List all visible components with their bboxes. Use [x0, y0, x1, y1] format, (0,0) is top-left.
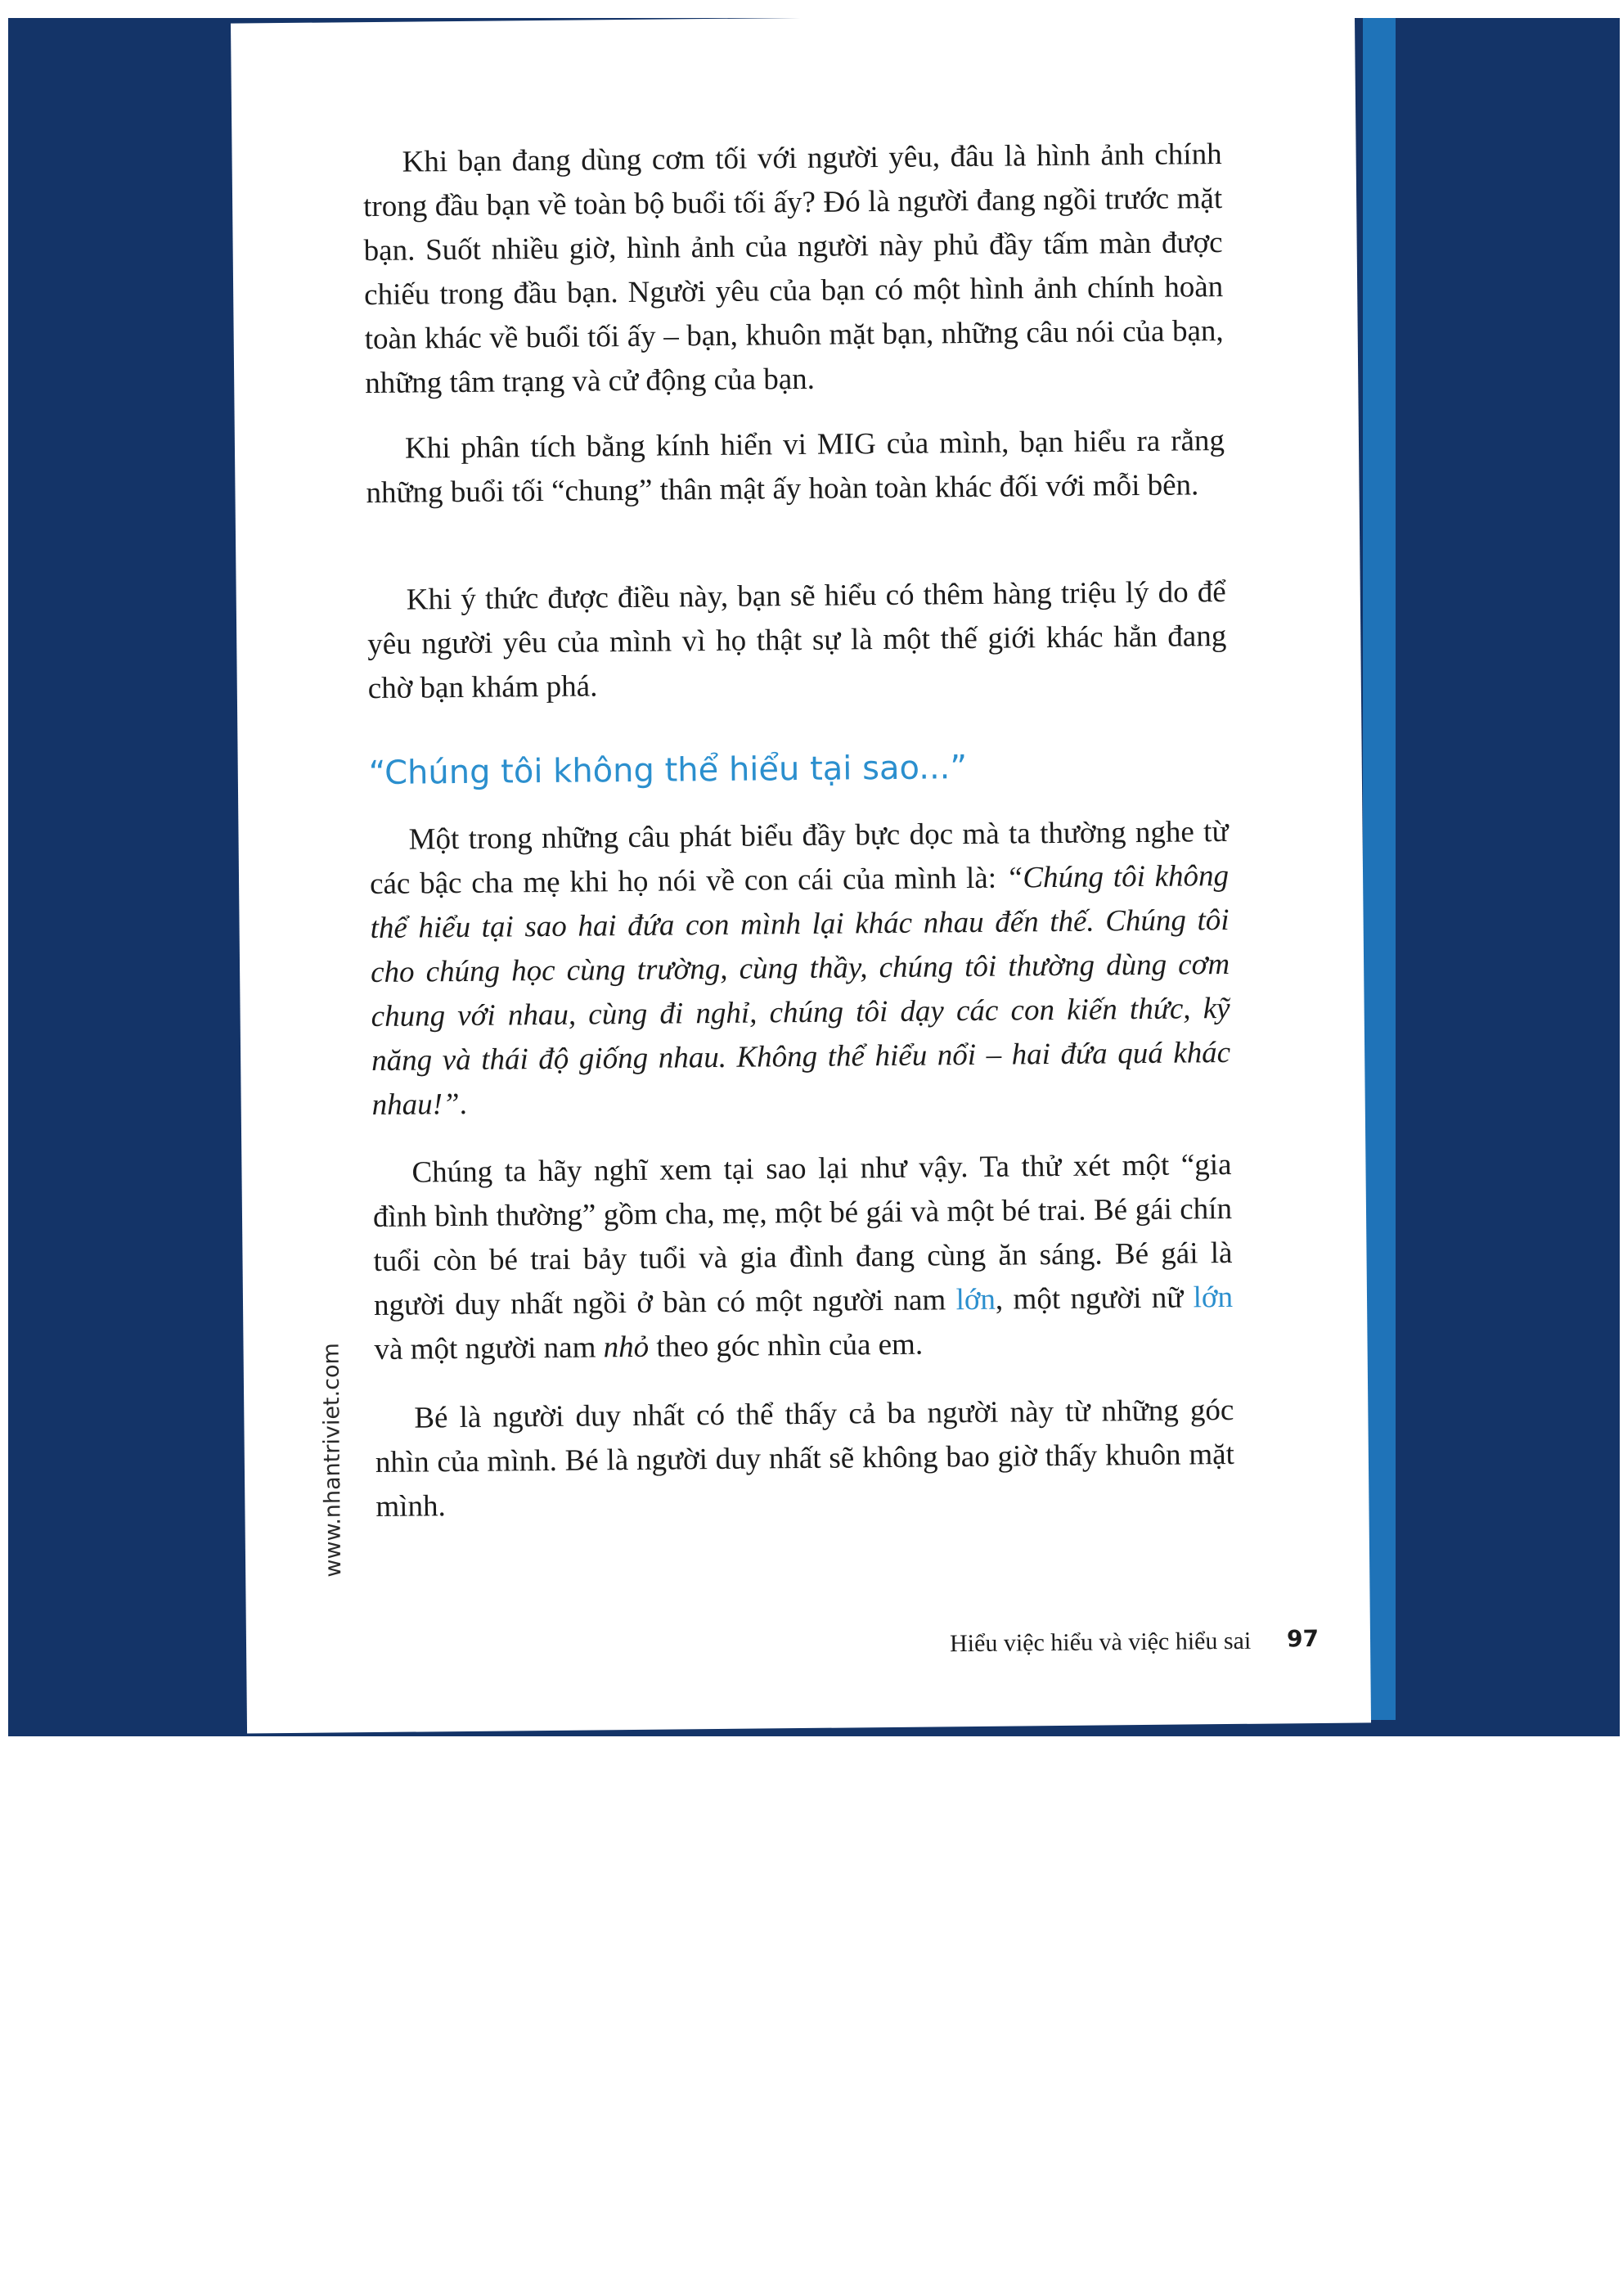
book-page [231, 12, 1371, 1733]
side-website-url: www.nhantriviet.com [318, 1343, 347, 1578]
paragraph-mig-analysis: Khi phân tích bằng kính hiển vi MIG của mình, bạn hiểu ra rằng những buổi tối “chung” thân mật ấy hoàn toàn khác đối với mỗi bên. [366, 424, 1225, 511]
paragraph-only-one: Bé là người duy nhất có thể thấy cả ba người này từ những góc nhìn của mình. Bé là người duy nhất sẽ không bao giờ thấy khuôn mặt mình. [375, 1393, 1235, 1524]
highlight-lon-1: lớn [955, 1282, 996, 1317]
paragraph-parents-quote: Một trong những câu phát biểu đầy bực dọc mà ta thường nghe từ các bậc cha mẹ khi họ nói về con cái của mình là: “Chúng tôi không thể hiểu tại sao hai đứa con mình lại khác nhau đến thế. Chúng tôi cho chúng học cùng trường, cùng thầy, chúng tôi thường dùng cơm chung với nhau, cùng đi nghỉ, chúng tôi dạy các con kiến thức, kỹ năng và thái độ giống nhau. Không thể hiểu nổi – hai đứa quá khác nhau!”. [369, 814, 1231, 1123]
emphasis-nho: nhỏ [603, 1330, 650, 1365]
paragraph-normal-family: Chúng ta hãy nghĩ xem tại sao lại như vậy. Ta thử xét một “gia đình bình thường” gồm cha, mẹ, một bé gái và một bé trai. Bé gái chín tuổi còn bé trai bảy tuổi và gia đình đang cùng ăn sáng. Bé gái là người duy nhất ngồi ở bàn có một người nam lớn, một người nữ lớn và một người nam nhỏ theo góc nhìn của em. [372, 1147, 1234, 1367]
page-number: 97 [1286, 1624, 1320, 1653]
paragraph-awareness: Khi ý thức được điều này, bạn sẽ hiểu có thêm hàng triệu lý do để yêu người yêu của mình vì họ thật sự là một thế giới khác hẳn đang chờ bạn khám phá. [367, 574, 1227, 706]
section-heading: “Chúng tôi không thể hiểu tại sao...” [368, 749, 968, 793]
highlight-lon-2: lớn [1193, 1280, 1234, 1315]
parents-quote: “Chúng tôi không thể hiểu tại sao hai đứa con mình lại khác nhau đến thế. Chúng tôi cho chúng học cùng trường, cùng thầy, chúng tôi thường dùng cơm chung với nhau, cùng đi nghỉ, chúng tôi dạy các con kiến thức, kỹ năng và thái độ giống nhau. Không thể hiểu nổi – hai đứa quá khác nhau!” [370, 858, 1231, 1123]
running-title: Hiểu việc hiểu và việc hiểu sai [949, 1627, 1252, 1658]
paragraph-dinner: Khi bạn đang dùng cơm tối với người yêu, đâu là hình ảnh chính trong đầu bạn về toàn bộ buổi tối ấy? Đó là người đang ngồi trước mặt bạn. Suốt nhiều giờ, hình ảnh của người này phủ đầy tấm màn được chiếu trong đầu bạn. Người yêu của bạn có một hình ảnh chính hoàn toàn khác về buổi tối ấy – bạn, khuôn mặt bạn, những câu nói của bạn, những tâm trạng và cử động của bạn. [362, 137, 1224, 401]
